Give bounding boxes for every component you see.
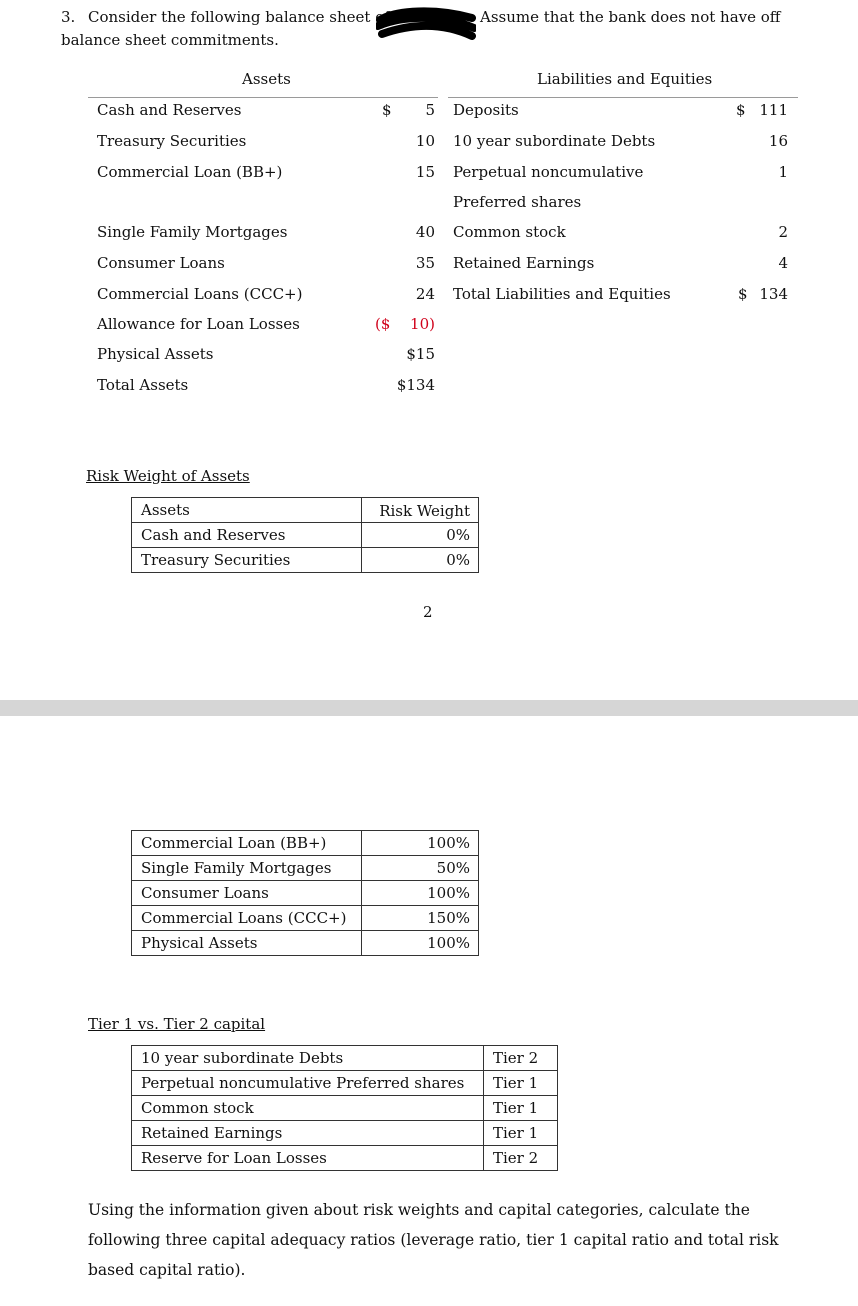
table-header-risk-weight: Risk Weight [362,498,479,523]
table-row [132,523,479,548]
closing-paragraph: Using the information given about risk weights and capital categories, calculate the following three capital adequacy ratios (leverage ratio, tier 1 capital ratio and total risk based capital ratio). [88,1201,779,1279]
asset-value: 35 [415,254,435,272]
asset-label: Consumer Loans [97,254,225,272]
asset-value: 15 [415,163,435,181]
asset-label: Physical Assets [97,345,214,363]
tier-table [131,1045,558,1171]
page-number: 2 [423,603,433,621]
table-row [132,856,479,881]
table-cell-tier: Tier 2 [484,1146,558,1171]
question-text-after: Assume that the bank does not have off [480,8,781,26]
table-row [132,498,479,523]
liability-value: 16 [768,132,788,150]
table-row [132,931,479,956]
question-text-before: Consider the following balance sheet of [88,8,390,26]
table-cell-asset: Treasury Securities [132,548,362,573]
table-row [132,831,479,856]
table-cell-tier: Tier 1 [484,1096,558,1121]
table-cell-weight: 0% [362,523,479,548]
liability-value: 4 [778,254,788,272]
asset-currency: ($ [375,315,391,333]
liability-value: 111 [759,101,788,119]
table-row [132,548,479,573]
table-cell-item: Perpetual noncumulative Preferred shares [132,1071,484,1096]
question-line2: balance sheet commitments. [61,31,279,49]
liabilities-header: Liabilities and Equities [537,70,713,88]
assets-header: Assets [242,70,291,88]
asset-value: 40 [415,223,435,241]
liability-value: 134 [759,285,788,303]
table-row [132,906,479,931]
table-cell-weight: 100% [362,831,479,856]
table-row [132,1046,558,1071]
table-cell-weight: 0% [362,548,479,573]
table-header-assets: Assets [132,498,362,523]
table-cell-asset: Consumer Loans [132,881,362,906]
asset-label: Total Assets [97,376,189,394]
table-row [132,1071,558,1096]
table-row [132,1096,558,1121]
redaction-scribble [376,6,476,42]
asset-label: Cash and Reserves [97,101,242,119]
risk-weight-title: Risk Weight of Assets [86,467,250,485]
table-cell-weight: 150% [362,906,479,931]
liability-label: Perpetual noncumulative [453,163,644,181]
table-cell-item: 10 year subordinate Debts [132,1046,484,1071]
liabilities-header-rule [448,97,798,98]
table-row [132,1121,558,1146]
asset-label: Single Family Mortgages [97,223,288,241]
asset-label: Commercial Loan (BB+) [97,163,283,181]
table-row [132,881,479,906]
asset-label: Commercial Loans (CCC+) [97,285,303,303]
page-divider [0,700,858,716]
liability-value: 1 [778,163,788,181]
table-cell-item: Reserve for Loan Losses [132,1146,484,1171]
table-row [132,1146,558,1171]
liability-currency: $ [738,285,748,303]
liability-label: Deposits [453,101,519,119]
table-cell-asset: Commercial Loan (BB+) [132,831,362,856]
table-cell-item: Common stock [132,1096,484,1121]
question-number: 3. [61,8,76,26]
table-cell-tier: Tier 1 [484,1071,558,1096]
table-cell-asset: Commercial Loans (CCC+) [132,906,362,931]
liability-label: Retained Earnings [453,254,595,272]
risk-weight-table-part2 [131,830,479,956]
liability-value: 2 [778,223,788,241]
table-cell-tier: Tier 1 [484,1121,558,1146]
asset-value: $15 [406,345,435,363]
asset-value: $134 [396,376,435,394]
asset-value: 10) [410,315,435,333]
liability-currency: $ [736,101,746,119]
asset-label: Treasury Securities [97,132,247,150]
table-cell-asset: Cash and Reserves [132,523,362,548]
table-cell-asset: Single Family Mortgages [132,856,362,881]
table-cell-tier: Tier 2 [484,1046,558,1071]
risk-weight-table-part1 [131,497,479,573]
table-cell-item: Retained Earnings [132,1121,484,1146]
asset-value: 10 [415,132,435,150]
liability-label: Common stock [453,223,566,241]
asset-value: 24 [415,285,435,303]
tier-title: Tier 1 vs. Tier 2 capital [88,1015,266,1033]
table-cell-weight: 50% [362,856,479,881]
table-cell-weight: 100% [362,881,479,906]
liability-label: Total Liabilities and Equities [453,285,671,303]
assets-header-rule [88,97,438,98]
asset-value: 5 [425,101,435,119]
table-cell-weight: 100% [362,931,479,956]
liability-label: Preferred shares [453,193,582,211]
liability-label: 10 year subordinate Debts [453,132,656,150]
asset-currency: $ [382,101,392,119]
table-cell-asset: Physical Assets [132,931,362,956]
asset-label: Allowance for Loan Losses [97,315,300,333]
